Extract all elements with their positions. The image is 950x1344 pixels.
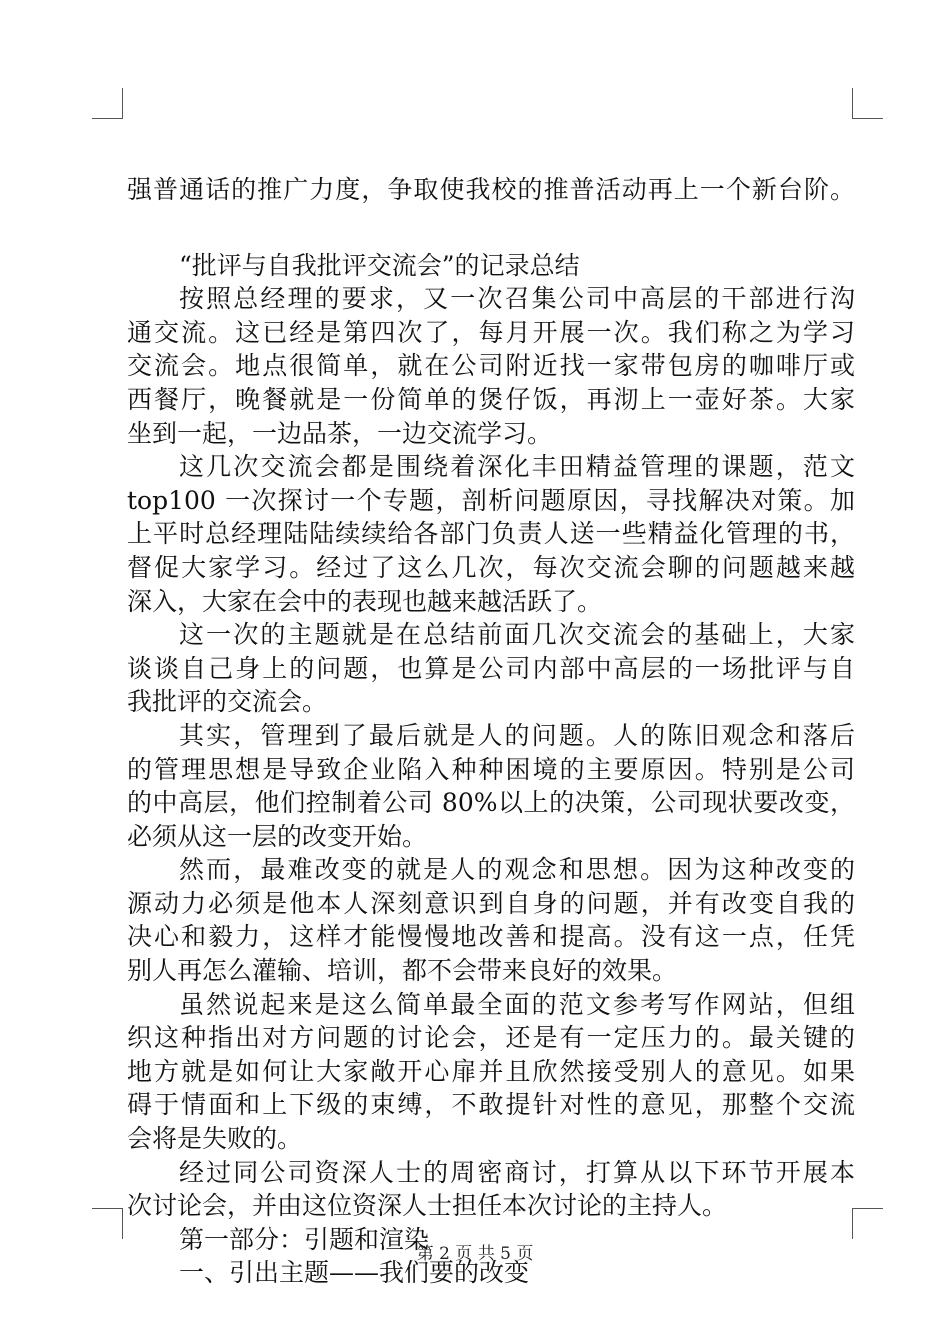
paragraph-line: 这一次的主题就是在总结前面几次交流会的基础上，大家 [179, 620, 855, 650]
paragraph-line: 织这种指出对方问题的讨论会，还是有一定压力的。最关键的 [127, 1023, 855, 1053]
paragraph-line: 的中高层，他们控制着公司 80%以上的决策，公司现状要改变， [127, 788, 855, 818]
paragraph-line: 这几次交流会都是围绕着深化丰田精益管理的课题，范文 [179, 452, 855, 482]
paragraph-line: 通交流。这已经是第四次了，每月开展一次。我们称之为学习 [127, 317, 855, 347]
crop-mark-top-left [92, 88, 123, 119]
paragraph [127, 719, 855, 853]
paragraph-line: 源动力必须是他本人深刻意识到自身的问题，并有改变自我的 [127, 888, 855, 918]
paragraph-line: 会将是失败的。 [127, 1124, 303, 1154]
paragraph-gap [127, 207, 855, 249]
paragraph-line: 交流会。地点很简单，就在公司附近找一家带包房的咖啡厅或 [127, 351, 855, 381]
paragraph-line: 坐到一起，一边品茶，一边交流学习。 [127, 418, 553, 448]
paragraph-line: 别人再怎么灌输、培训，都不会带来良好的效果。 [127, 956, 678, 986]
paragraph [127, 282, 855, 450]
paragraph-line: 其实，管理到了最后就是人的问题。人的陈旧观念和落后 [179, 720, 855, 750]
continuation-line: 强普通话的推广力度，争取使我校的推普活动再上一个新台阶。 [127, 175, 855, 204]
paragraph-line: 必须从这一层的改变开始。 [127, 821, 428, 851]
paragraph [127, 618, 855, 719]
paragraph-line: 上平时总经理陆陆续续给各部门负责人送一些精益化管理的书， [127, 519, 855, 549]
paragraph-line: 西餐厅，晚餐就是一份简单的煲仔饭，再沏上一壶好茶。大家 [127, 384, 855, 414]
paragraph-line: top100 一次探讨一个专题，剖析问题原因，寻找解决对策。加 [127, 485, 855, 515]
paragraph-line: 谈谈自己身上的问题，也算是公司内部中高层的一场批评与自 [127, 653, 855, 683]
paragraph-line: 我批评的交流会。 [127, 687, 328, 717]
document-title: “批评与自我批评交流会”的记录总结 [179, 250, 580, 280]
paragraph-line: 决心和毅力，这样才能慢慢地改善和提高。没有这一点，任凭 [127, 922, 855, 952]
paragraph-line: 第一部分：引题和渲染 [179, 1224, 430, 1254]
paragraph [127, 853, 855, 987]
crop-mark-top-right [852, 88, 883, 119]
paragraph-line: 地方就是如何让大家敞开心扉并且欣然接受别人的意见。如果 [127, 1056, 855, 1086]
crop-mark-bottom-left [92, 1208, 123, 1239]
paragraph-line: 一、引出主题——我们要的改变 [179, 1258, 530, 1288]
paragraph-line: 然而，最难改变的就是人的观念和思想。因为这种改变的 [179, 855, 855, 885]
paragraph-line: 深入，大家在会中的表现也越来越活跃了。 [127, 586, 603, 616]
paragraph [127, 450, 855, 618]
document-body [127, 173, 855, 1290]
crop-mark-bottom-right [852, 1208, 883, 1239]
paragraph-line: 虽然说起来是这么简单最全面的范文参考写作网站，但组 [179, 989, 855, 1019]
paragraph-line: 的管理思想是导致企业陷入种种困境的主要原因。特别是公司 [127, 754, 855, 784]
paragraph-list [127, 282, 855, 1290]
paragraph-line: 督促大家学习。经过了这么几次，每次交流会聊的问题越来越 [127, 552, 855, 582]
paragraph-line: 按照总经理的要求，又一次召集公司中高层的干部进行沟 [179, 284, 855, 314]
paragraph-line: 次讨论会，并由这位资深人士担任本次讨论的主持人。 [127, 1191, 728, 1221]
page-footer: 第 2 页 共 5 页 [416, 1244, 534, 1264]
paragraph-line: 碍于情面和上下级的束缚，不敢提针对性的意见，那整个交流 [127, 1090, 855, 1120]
paragraph [127, 1156, 855, 1223]
paragraph [127, 988, 855, 1156]
paragraph-line: 经过同公司资深人士的周密商讨，打算从以下环节开展本 [179, 1157, 855, 1187]
